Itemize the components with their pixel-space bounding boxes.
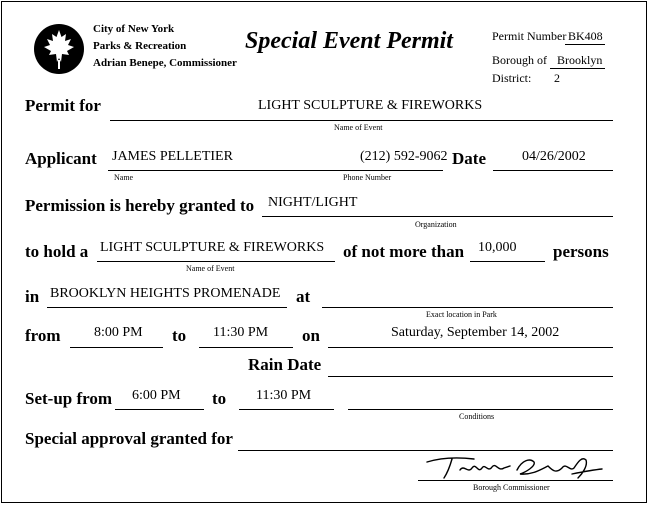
at-label: at [296,287,311,306]
to-label: to [172,326,187,345]
event-date-line [328,347,613,348]
end-time-line [199,347,293,348]
page-title: Special Event Permit [245,28,453,54]
setup-start-line [115,409,204,410]
permit-for-caption: Name of Event [334,123,383,132]
permit-number-value: BK408 [568,29,603,43]
start-time-value: 8:00 PM [94,325,143,340]
conditions-line [348,409,613,410]
permit-for-label: Permit for [25,96,101,115]
setup-to-label: to [212,389,227,408]
organization-line [262,216,613,217]
max-persons-line [470,261,545,262]
special-approval-label: Special approval granted for [25,429,233,448]
event-date-value: Saturday, September 14, 2002 [391,325,560,340]
on-label: on [302,326,320,345]
persons-label: persons [553,242,609,261]
start-time-line [70,347,163,348]
end-time-value: 11:30 PM [213,325,269,340]
granted-to-label: Permission is hereby granted to [25,196,255,215]
commissioner-signature [422,448,607,482]
applicant-phone-value: (212) 592-9062 [360,149,448,164]
hold-label: to hold a [25,242,89,261]
permit-number-line [565,44,605,45]
commissioner-signature-line [418,480,613,481]
setup-start-value: 6:00 PM [132,388,181,403]
rain-date-line [328,376,613,377]
location-value: BROOKLYN HEIGHTS PROMENADE [50,286,281,301]
setup-end-line [239,409,334,410]
applicant-label: Applicant [25,149,97,168]
max-persons-label: of not more than [343,242,465,261]
date-line [493,170,613,171]
location-line [47,307,287,308]
date-value: 04/26/2002 [522,149,586,164]
applicant-phone-caption: Phone Number [343,173,392,182]
in-label: in [25,287,40,306]
borough-value: Brooklyn [557,53,603,67]
hold-event-line [97,261,335,262]
exact-location-line [322,307,613,308]
organization-value: NIGHT/LIGHT [268,195,358,210]
permit-for-value: LIGHT SCULPTURE & FIREWORKS [258,98,483,113]
org-commissioner: Adrian Benepe, Commissioner [93,57,237,69]
org-name: City of New York [93,23,175,35]
exact-location-caption: Exact location in Park [426,310,497,319]
from-label: from [25,326,61,345]
max-persons-value: 10,000 [478,240,517,255]
applicant-name-caption: Name [114,173,134,182]
org-department: Parks & Recreation [93,40,187,52]
conditions-caption: Conditions [459,412,495,421]
district-label: District: [492,71,532,85]
setup-end-value: 11:30 PM [256,388,312,403]
borough-line [550,68,605,69]
borough-label: Borough of [492,53,547,67]
rain-date-label: Rain Date [248,355,322,374]
commissioner-caption: Borough Commissioner [473,483,550,492]
organization-caption: Organization [415,220,457,229]
applicant-line [108,170,443,171]
hold-event-caption: Name of Event [186,264,235,273]
permit-for-line [110,120,613,121]
district-value: 2 [554,71,560,85]
applicant-name-value: JAMES PELLETIER [112,149,233,164]
date-label: Date [452,149,486,168]
setup-label: Set-up from [25,389,113,408]
permit-number-label: Permit Number [492,29,567,43]
hold-event-value: LIGHT SCULPTURE & FIREWORKS [100,240,325,255]
parks-leaf-logo-icon [32,22,86,76]
